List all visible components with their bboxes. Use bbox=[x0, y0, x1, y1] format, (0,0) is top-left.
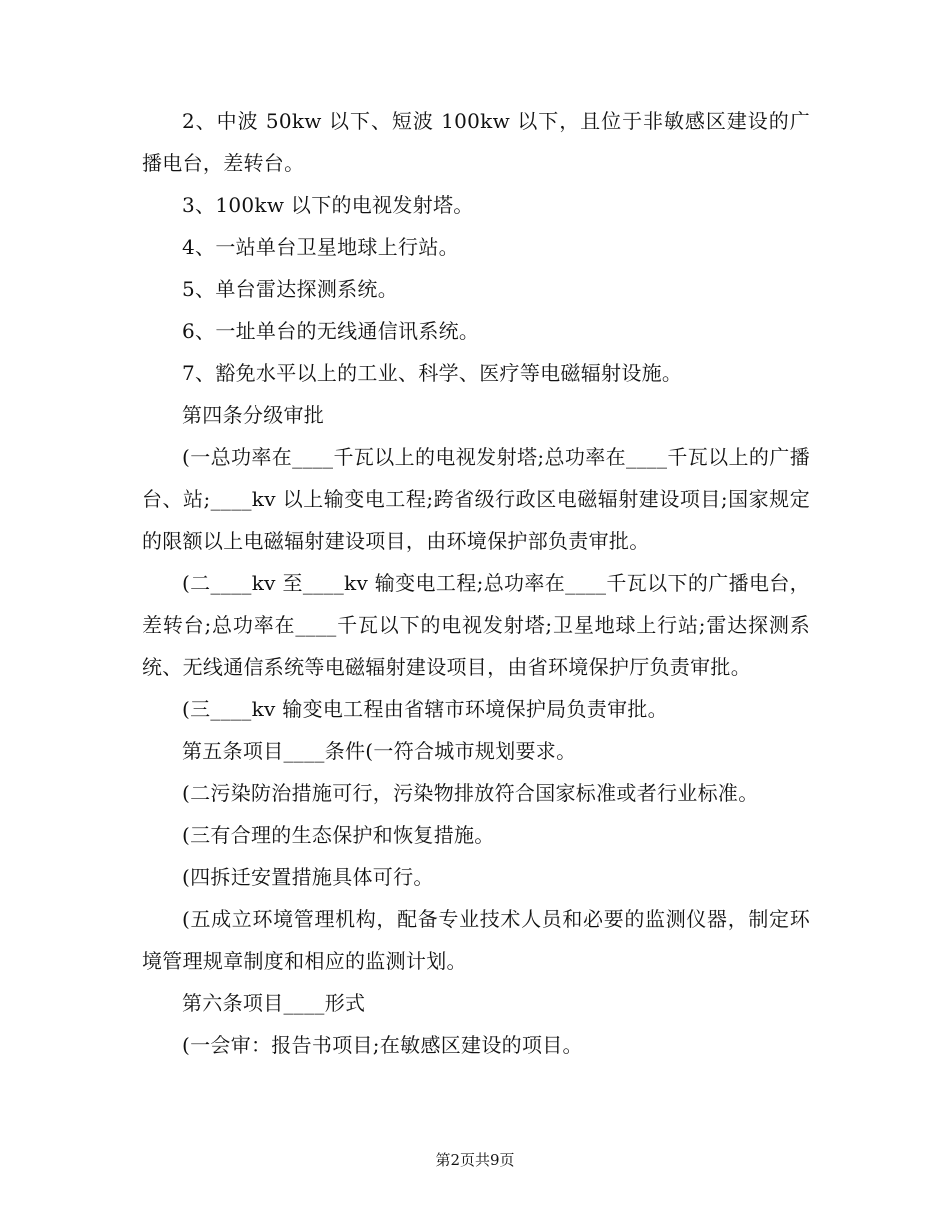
paragraph-item-4: 4、一站单台卫星地球上行站。 bbox=[182, 235, 459, 259]
article-5-clause-5: (五成立环境管理机构，配备专业技术人员和必要的监测仪器，制定环境管理规章制度和相应的监测计划。 bbox=[142, 907, 810, 973]
article-4-clause-3: (三____kv 输变电工程由省辖市环境保护局负责审批。 bbox=[182, 697, 668, 721]
article-5-clause-2: (二污染防治措施可行，污染物排放符合国家标准或者行业标准。 bbox=[182, 781, 759, 805]
paragraph-item-3: 3、100kw 以下的电视发射塔。 bbox=[182, 193, 474, 217]
article-6-heading: 第六条项目____形式 bbox=[182, 991, 366, 1015]
paragraph-item-2: 2、中波 50kw 以下、短波 100kw 以下，且位于非敏感区建设的广播电台，差转台。 bbox=[142, 109, 810, 175]
document-body bbox=[142, 100, 810, 1066]
article-5-clause-3: (三有合理的生态保护和恢复措施。 bbox=[182, 823, 495, 847]
paragraph-item-6: 6、一址单台的无线通信讯系统。 bbox=[182, 319, 480, 343]
article-4-clause-1: (一总功率在____千瓦以上的电视发射塔;总功率在____千瓦以上的广播台、站;____kv 以上输变电工程;跨省级行政区电磁辐射建设项目;国家规定的限额以上电磁辐射建设项目，由环境保护部负责审批。 bbox=[142, 445, 810, 553]
article-4-clause-2: (二____kv 至____kv 输变电工程;总功率在____千瓦以下的广播电台，差转台;总功率在____千瓦以下的电视发射塔;卫星地球上行站;雷达探测系统、无线通信系统等电磁辐射建设项目，由省环境保护厅负责审批。 bbox=[142, 571, 810, 679]
paragraph-item-7: 7、豁免水平以上的工业、科学、医疗等电磁辐射设施。 bbox=[182, 361, 683, 385]
article-6-clause-1: (一会审：报告书项目;在敏感区建设的项目。 bbox=[182, 1033, 583, 1057]
article-5-clause-4: (四拆迁安置措施具体可行。 bbox=[182, 865, 434, 889]
paragraph-item-5: 5、单台雷达探测系统。 bbox=[182, 277, 399, 301]
article-4-heading: 第四条分级审批 bbox=[182, 403, 325, 427]
article-5-heading: 第五条项目____条件(一符合城市规划要求。 bbox=[182, 739, 577, 763]
page-number: 第2页共9页 bbox=[435, 1151, 515, 1169]
